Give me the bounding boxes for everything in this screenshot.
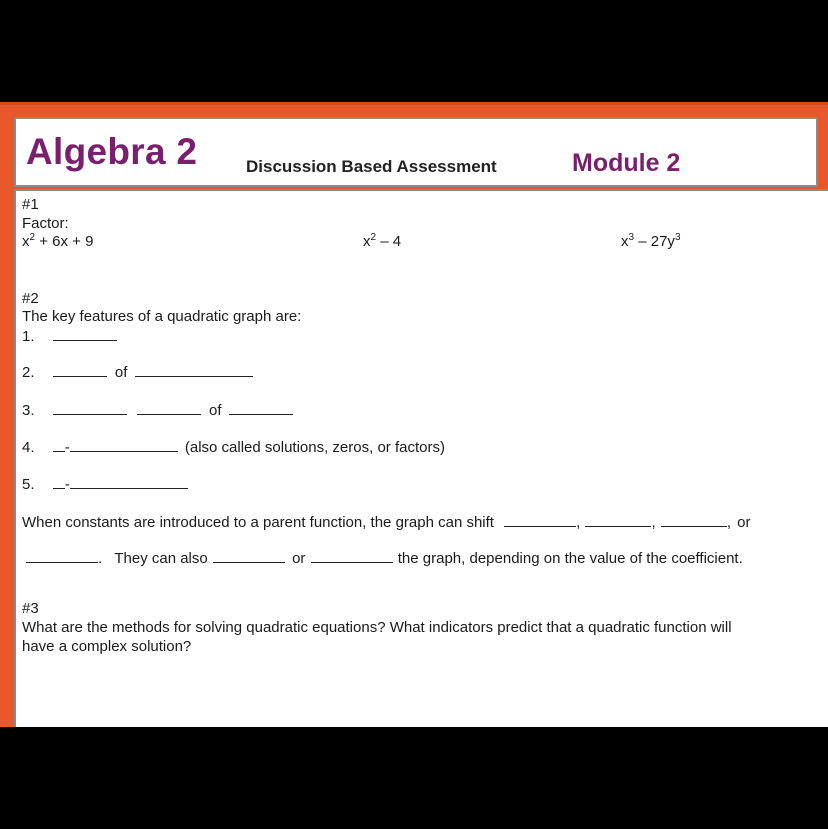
answer-blank[interactable]	[53, 401, 127, 415]
worksheet	[0, 102, 828, 730]
question-3-number: #3	[22, 600, 39, 617]
feature-item-1: 1.	[22, 327, 117, 345]
question-3-line-1: What are the methods for solving quadratic equations? What indicators predict that a quadratic function will	[22, 619, 732, 636]
answer-blank[interactable]	[504, 513, 576, 527]
question-1-prompt: Factor:	[22, 215, 69, 232]
answer-blank[interactable]	[585, 513, 651, 527]
feature-item-4: 4. - (also called solutions, zeros, or factors)	[22, 439, 445, 456]
module-label: Module 2	[572, 149, 681, 177]
page-title: Algebra 2	[26, 131, 198, 172]
question-2-prompt: The key features of a quadratic graph are:	[22, 308, 302, 325]
feature-item-3: 3. of	[22, 401, 293, 419]
answer-blank[interactable]	[135, 363, 253, 377]
also-sentence: . They can also or the graph, depending on the value of the coefficient.	[26, 549, 743, 567]
feature-item-5: 5. -	[22, 475, 188, 493]
answer-blank[interactable]	[53, 363, 107, 377]
bottom-border	[0, 727, 828, 829]
answer-blank[interactable]	[70, 475, 188, 489]
page-subtitle: Discussion Based Assessment	[246, 157, 497, 176]
answer-blank[interactable]	[26, 549, 98, 563]
header	[14, 117, 818, 187]
expression-3: $x^3 - 27y^3$	[621, 232, 681, 250]
answer-blank[interactable]	[53, 438, 65, 452]
answer-blank[interactable]	[311, 549, 393, 563]
expression-1: $x^2 + 6x + 9$	[22, 232, 94, 250]
answer-blank[interactable]	[213, 549, 285, 563]
answer-blank[interactable]	[70, 438, 178, 452]
questions-area	[14, 189, 828, 732]
question-1-number: #1	[22, 196, 39, 213]
answer-blank[interactable]	[661, 513, 727, 527]
shift-sentence: When constants are introduced to a parent function, the graph can shift , , , or	[22, 514, 751, 531]
question-3-line-2: have a complex solution?	[22, 638, 192, 655]
answer-blank[interactable]	[53, 327, 117, 341]
answer-blank[interactable]	[53, 475, 65, 489]
answer-blank[interactable]	[137, 401, 201, 415]
expression-2: $x^2 - 4$	[363, 232, 402, 250]
answer-blank[interactable]	[229, 401, 293, 415]
feature-item-2: 2. of	[22, 363, 253, 381]
question-2-number: #2	[22, 290, 39, 307]
